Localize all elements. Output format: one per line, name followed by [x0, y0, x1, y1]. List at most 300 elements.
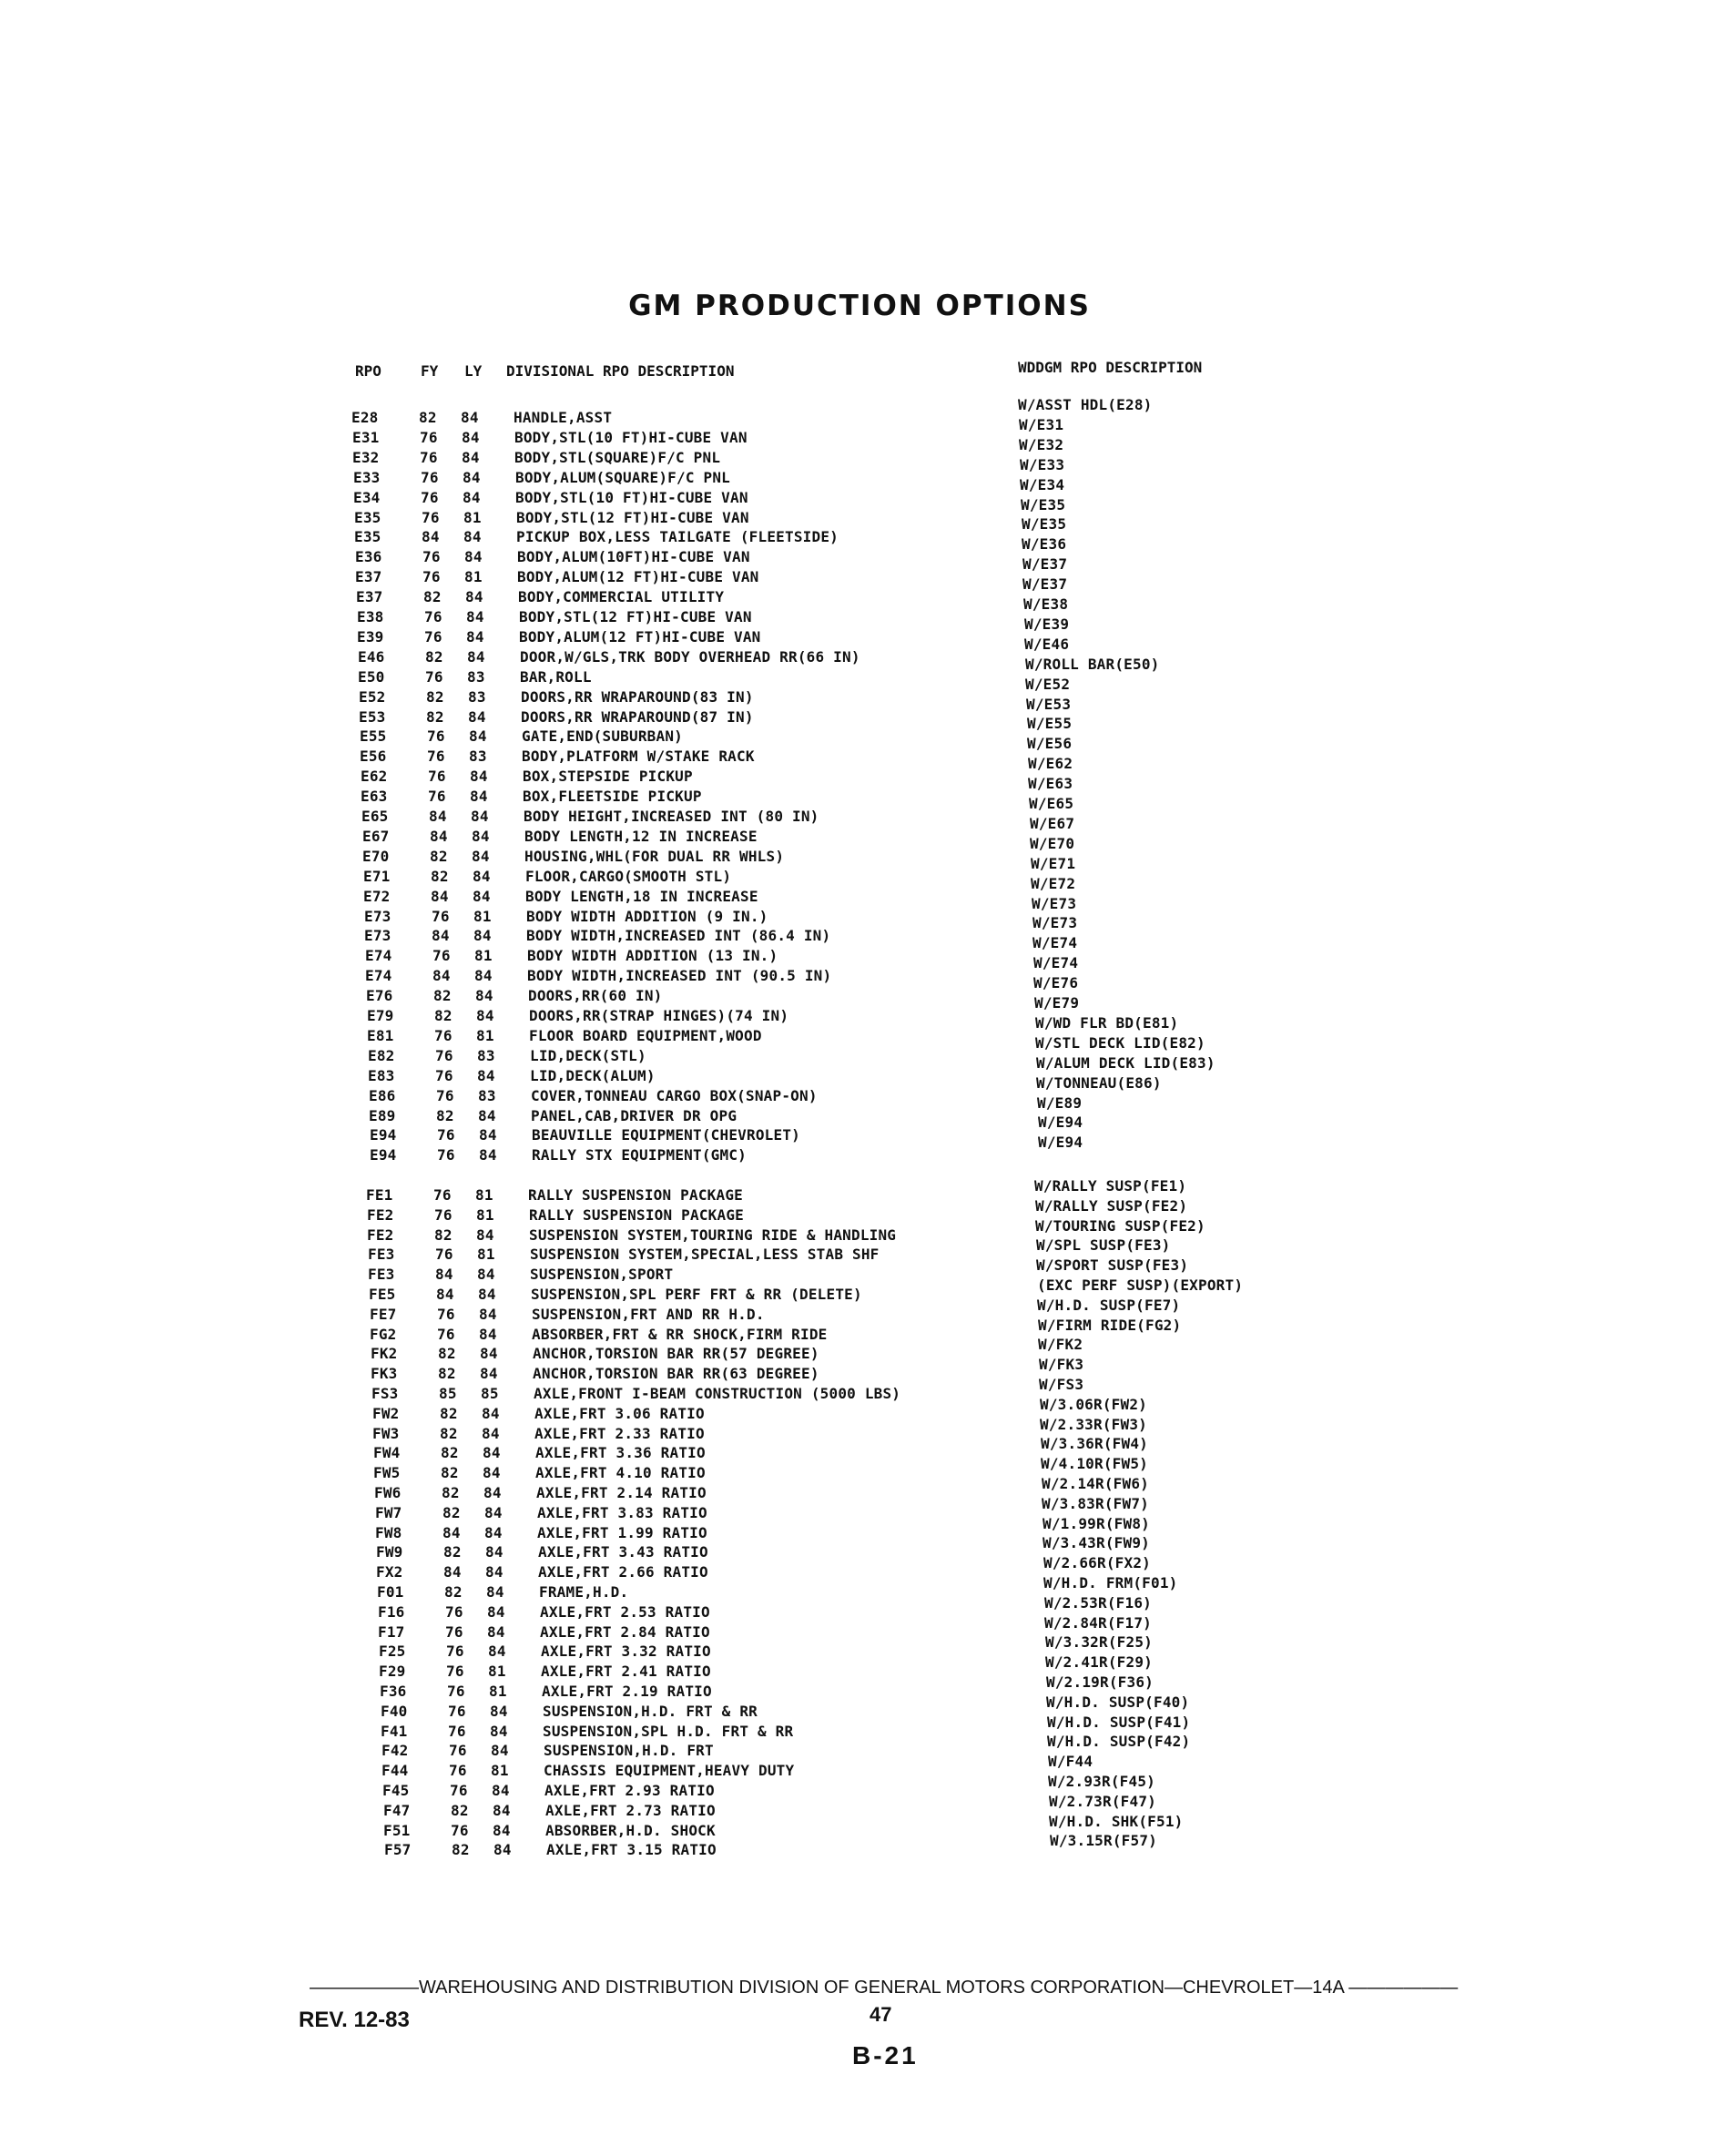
wddgm-description: W/E33	[1020, 455, 1065, 473]
last-year: 84	[483, 1484, 502, 1501]
last-year: 84	[479, 1146, 497, 1164]
first-year: 82	[426, 687, 444, 706]
wddgm-description: W/WD FLR BD(E81)	[1035, 1013, 1179, 1032]
last-year: 84	[472, 847, 490, 865]
first-year: 82	[425, 647, 443, 666]
rpo-code: F17	[378, 1622, 405, 1641]
first-year: 82	[441, 1464, 459, 1482]
wddgm-description: W/E63	[1028, 775, 1073, 793]
divisional-description: ANCHOR,TORSION BAR RR(63 DEGREE)	[533, 1365, 819, 1383]
last-year: 84	[486, 1583, 504, 1601]
divisional-description: AXLE,FRT 2.73 RATIO	[545, 1801, 716, 1819]
rpo-code: E65	[361, 808, 389, 825]
wddgm-description: W/E31	[1019, 415, 1064, 433]
last-year: 83	[469, 747, 487, 766]
rpo-code: E38	[357, 608, 384, 625]
divisional-description: SUSPENSION,FRT AND RR H.D.	[532, 1305, 765, 1323]
rpo-code: E37	[356, 588, 383, 606]
rpo-code: E37	[355, 568, 382, 586]
divisional-description: AXLE,FRT 4.10 RATIO	[535, 1464, 706, 1482]
divisional-description: RALLY SUSPENSION PACKAGE	[528, 1186, 743, 1204]
rpo-code: F44	[381, 1762, 409, 1780]
divisional-description: PICKUP BOX,LESS TAILGATE (FLEETSIDE)	[516, 528, 839, 546]
wddgm-description: W/E79	[1034, 994, 1080, 1012]
rpo-code: F42	[381, 1742, 409, 1760]
first-year: 82	[444, 1583, 463, 1601]
rpo-code: E62	[361, 768, 388, 786]
rpo-code: E32	[352, 448, 380, 466]
first-year: 82	[440, 1404, 458, 1422]
wddgm-description: W/SPORT SUSP(FE3)	[1036, 1256, 1189, 1275]
rpo-code: E35	[354, 528, 381, 546]
first-year: 84	[443, 1563, 462, 1581]
last-year: 84	[466, 627, 484, 646]
last-year: 84	[492, 1782, 510, 1799]
rpo-code: FW9	[376, 1543, 403, 1561]
last-year: 81	[473, 907, 492, 925]
first-year: 84	[429, 808, 447, 825]
wddgm-description: W/E34	[1020, 475, 1065, 493]
wddgm-description: W/FS3	[1039, 1376, 1084, 1393]
rpo-code: E89	[369, 1106, 396, 1124]
revision-label: REV. 12-83	[299, 2008, 410, 2032]
first-year: 76	[446, 1642, 464, 1661]
last-year: 84	[484, 1503, 503, 1521]
first-year: 84	[432, 967, 451, 985]
divisional-description: BODY,ALUM(12 FT)HI-CUBE VAN	[517, 568, 759, 586]
rpo-code: FE2	[367, 1225, 394, 1244]
first-year: 76	[445, 1602, 463, 1621]
first-year: 76	[451, 1821, 469, 1839]
last-year: 83	[478, 1086, 496, 1104]
divisional-description: BODY LENGTH,18 IN INCREASE	[525, 887, 758, 905]
rpo-code: FW6	[374, 1484, 402, 1501]
first-year: 76	[428, 768, 446, 786]
rpo-code: E31	[352, 428, 380, 446]
last-year: 84	[476, 1007, 494, 1024]
last-year: 81	[476, 1026, 494, 1044]
divisional-description: BODY,STL(12 FT)HI-CUBE VAN	[519, 608, 752, 625]
first-year: 82	[438, 1345, 456, 1363]
rpo-code: E36	[355, 548, 382, 566]
wddgm-description: W/E36	[1022, 535, 1067, 554]
first-year: 84	[435, 1266, 453, 1284]
last-year: 84	[474, 967, 493, 985]
first-year: 76	[432, 907, 450, 925]
divisional-description: AXLE,FRT 2.14 RATIO	[536, 1484, 707, 1501]
wddgm-description: W/TOURING SUSP(FE2)	[1035, 1216, 1205, 1235]
divisional-description: BODY,STL(12 FT)HI-CUBE VAN	[516, 508, 749, 526]
rpo-code: F16	[378, 1602, 405, 1621]
first-year: 76	[421, 488, 439, 506]
divisional-description: AXLE,FRT 2.66 RATIO	[538, 1563, 708, 1581]
first-year: 76	[437, 1325, 455, 1343]
first-year: 82	[442, 1484, 460, 1501]
last-year: 84	[472, 827, 490, 845]
wddgm-description: W/E74	[1032, 934, 1078, 952]
divisional-description: BAR,ROLL	[520, 667, 592, 686]
last-year: 84	[465, 588, 483, 606]
first-year: 76	[420, 428, 438, 446]
first-year: 82	[440, 1424, 458, 1442]
divisional-description: BEAUVILLE EQUIPMENT(CHEVROLET)	[532, 1126, 800, 1144]
wddgm-description: W/FK2	[1038, 1336, 1083, 1354]
rpo-code: FK2	[371, 1345, 398, 1363]
wddgm-description: W/2.93R(F45)	[1048, 1773, 1155, 1790]
rpo-code: FE1	[366, 1186, 393, 1204]
wddgm-description: W/3.06R(FW2)	[1040, 1395, 1147, 1413]
first-year: 76	[427, 727, 445, 746]
wddgm-description: W/E67	[1030, 814, 1075, 832]
first-year: 82	[423, 588, 442, 606]
last-year: 84	[462, 448, 480, 466]
first-year: 76	[432, 947, 451, 965]
divisional-description: PANEL,CAB,DRIVER DR OPG	[531, 1106, 737, 1124]
first-year: 85	[439, 1385, 457, 1402]
first-year: 76	[449, 1762, 467, 1780]
rpo-code: FE7	[370, 1305, 397, 1323]
first-year: 76	[435, 1046, 453, 1064]
first-year: 76	[424, 608, 442, 625]
rpo-code: E70	[362, 847, 390, 865]
rpo-code: E33	[353, 468, 381, 486]
divisional-description: BOX,STEPSIDE PICKUP	[523, 768, 693, 786]
wddgm-description: W/2.66R(FX2)	[1043, 1554, 1151, 1572]
divisional-description: ABSORBER,FRT & RR SHOCK,FIRM RIDE	[532, 1325, 828, 1343]
first-year: 82	[438, 1365, 456, 1383]
section-page-number: B-21	[852, 2041, 919, 2070]
divisional-description: HOUSING,WHL(FOR DUAL RR WHLS)	[524, 847, 785, 865]
first-year: 76	[433, 1186, 452, 1204]
last-year: 81	[474, 947, 493, 965]
divisional-description: SUSPENSION SYSTEM,TOURING RIDE & HANDLING	[529, 1225, 897, 1244]
rpo-code: F01	[377, 1583, 404, 1601]
rpo-code: E67	[362, 827, 390, 845]
first-year: 82	[430, 847, 448, 865]
rpo-code: E74	[365, 967, 392, 985]
rpo-code: E81	[367, 1026, 394, 1044]
divisional-description: SUSPENSION SYSTEM,SPECIAL,LESS STAB SHF	[530, 1246, 880, 1264]
last-year: 81	[463, 508, 482, 526]
last-year: 81	[476, 1205, 494, 1224]
last-year: 84	[476, 1225, 494, 1244]
wddgm-description: W/E38	[1023, 595, 1069, 613]
wddgm-description: W/E39	[1024, 615, 1070, 633]
first-year: 76	[424, 627, 442, 646]
last-year: 84	[462, 428, 480, 446]
first-year: 76	[435, 1246, 453, 1264]
first-year: 82	[434, 1007, 453, 1024]
last-year: 84	[483, 1444, 501, 1462]
wddgm-description: W/E74	[1033, 954, 1079, 972]
rpo-code: E94	[370, 1146, 397, 1164]
divisional-description: SUSPENSION,SPL PERF FRT & RR (DELETE)	[531, 1286, 862, 1303]
rpo-code: E71	[363, 867, 391, 885]
last-year: 83	[468, 687, 486, 706]
last-year: 84	[478, 1106, 496, 1124]
divisional-description: BODY,ALUM(12 FT)HI-CUBE VAN	[519, 627, 761, 646]
divisional-description: FLOOR,CARGO(SMOOTH STL)	[525, 867, 732, 885]
first-year: 82	[419, 409, 437, 426]
first-year: 76	[448, 1702, 466, 1720]
wddgm-description: W/E37	[1022, 575, 1068, 594]
first-year: 76	[427, 747, 445, 766]
rpo-code: E34	[353, 488, 381, 506]
rpo-code: F40	[381, 1702, 408, 1720]
divisional-description: AXLE,FRT 3.32 RATIO	[541, 1642, 711, 1661]
divisional-description: AXLE,FRT 2.84 RATIO	[540, 1622, 710, 1641]
last-year: 85	[481, 1385, 499, 1402]
rpo-code: E83	[368, 1066, 395, 1084]
rpo-code: F29	[379, 1663, 406, 1681]
last-year: 84	[493, 1801, 511, 1819]
divisional-description: DOORS,RR WRAPAROUND(83 IN)	[521, 687, 754, 706]
first-year: 82	[452, 1841, 470, 1859]
first-year: 82	[431, 867, 449, 885]
rpo-code: FE3	[368, 1246, 395, 1264]
last-year: 84	[482, 1424, 500, 1442]
first-year: 84	[436, 1286, 454, 1303]
rpo-code: E35	[354, 508, 381, 526]
divisional-description: SUSPENSION,SPL H.D. FRT & RR	[543, 1722, 794, 1740]
rpo-code: F25	[379, 1642, 406, 1661]
last-year: 84	[468, 707, 486, 726]
footer-division-line: ——————WAREHOUSING AND DISTRIBUTION DIVISION OF GENERAL MOTORS CORPORATION—CHEVROLET—14A ——————	[310, 1978, 1459, 1998]
last-year: 84	[466, 608, 484, 625]
rpo-code: E79	[367, 1007, 394, 1024]
rpo-code: FE5	[369, 1286, 396, 1303]
wddgm-description: W/H.D. SUSP(F42)	[1047, 1733, 1191, 1751]
rpo-code: FE2	[367, 1205, 394, 1224]
divisional-description: ANCHOR,TORSION BAR RR(57 DEGREE)	[533, 1345, 819, 1363]
last-year: 84	[478, 1286, 496, 1303]
first-year: 82	[434, 1225, 453, 1244]
divisional-description: LID,DECK(STL)	[530, 1046, 646, 1064]
wddgm-description: W/3.43R(FW9)	[1043, 1534, 1150, 1552]
wddgm-description: W/E56	[1027, 735, 1073, 753]
first-year: 76	[422, 508, 440, 526]
last-year: 81	[464, 568, 483, 586]
last-year: 81	[489, 1683, 507, 1700]
last-year: 84	[485, 1563, 503, 1581]
first-year: 76	[446, 1663, 464, 1681]
divisional-description: SUSPENSION,H.D. FRT	[544, 1742, 714, 1760]
divisional-description: AXLE,FRT 1.99 RATIO	[537, 1523, 707, 1541]
wddgm-description: W/E71	[1031, 854, 1076, 872]
last-year: 84	[487, 1602, 505, 1621]
divisional-description: DOORS,RR(60 IN)	[528, 987, 663, 1005]
header-wddgm-description: WDDGM RPO DESCRIPTION	[1018, 359, 1203, 376]
wddgm-description: W/E32	[1019, 435, 1064, 453]
last-year: 84	[485, 1543, 503, 1561]
wddgm-description: W/E72	[1031, 874, 1076, 892]
wddgm-description: (EXC PERF SUSP)(EXPORT)	[1037, 1276, 1244, 1294]
divisional-description: AXLE,FRT 2.41 RATIO	[541, 1663, 711, 1681]
last-year: 84	[477, 1066, 495, 1084]
wddgm-description: W/ASST HDL(E28)	[1018, 396, 1153, 413]
divisional-description: AXLE,FRT 2.93 RATIO	[544, 1782, 715, 1799]
divisional-description: CHASSIS EQUIPMENT,HEAVY DUTY	[544, 1762, 795, 1780]
rpo-code: F57	[384, 1841, 412, 1859]
divisional-description: BODY,STL(SQUARE)F/C PNL	[514, 448, 721, 466]
last-year: 84	[479, 1126, 497, 1144]
wddgm-description: W/RALLY SUSP(FE2)	[1035, 1196, 1188, 1215]
rpo-code: FW4	[373, 1444, 401, 1462]
wddgm-description: W/E35	[1021, 495, 1066, 514]
wddgm-description: W/E73	[1032, 894, 1077, 912]
first-year: 76	[450, 1782, 468, 1799]
first-year: 76	[434, 1205, 453, 1224]
wddgm-description: W/FK3	[1039, 1356, 1084, 1374]
first-year: 82	[441, 1444, 459, 1462]
wddgm-description: W/E46	[1024, 635, 1070, 653]
first-year: 76	[434, 1026, 453, 1044]
header-ly: LY	[464, 362, 483, 380]
last-year: 84	[473, 927, 492, 945]
first-year: 82	[443, 1543, 462, 1561]
divisional-description: RALLY SUSPENSION PACKAGE	[529, 1205, 744, 1224]
page-title: GM PRODUCTION OPTIONS	[628, 290, 1091, 322]
rpo-code: E52	[359, 687, 386, 706]
rpo-code: E56	[360, 747, 387, 766]
divisional-description: DOORS,RR(STRAP HINGES)(74 IN)	[529, 1007, 789, 1024]
divisional-description: BODY,ALUM(10FT)HI-CUBE VAN	[517, 548, 750, 566]
last-year: 81	[488, 1663, 506, 1681]
divisional-description: COVER,TONNEAU CARGO BOX(SNAP-ON)	[531, 1086, 818, 1104]
wddgm-description: W/E94	[1038, 1134, 1083, 1152]
last-year: 84	[479, 1325, 497, 1343]
rpo-code: E46	[358, 647, 385, 666]
divisional-description: GATE,END(SUBURBAN)	[522, 727, 683, 746]
last-year: 84	[483, 1464, 501, 1482]
divisional-description: BODY,STL(10 FT)HI-CUBE VAN	[514, 428, 748, 446]
divisional-description: FRAME,H.D.	[539, 1583, 629, 1601]
first-year: 76	[435, 1066, 453, 1084]
last-year: 84	[473, 887, 491, 905]
rpo-code: E74	[365, 947, 392, 965]
rpo-code: F47	[383, 1801, 411, 1819]
rpo-code: FE3	[368, 1266, 395, 1284]
last-year: 84	[467, 647, 485, 666]
last-year: 83	[477, 1046, 495, 1064]
divisional-description: BODY,COMMERCIAL UTILITY	[518, 588, 725, 606]
rpo-code: E76	[366, 987, 393, 1005]
first-year: 76	[428, 788, 446, 806]
wddgm-description: W/2.53R(F16)	[1044, 1593, 1152, 1612]
first-year: 76	[447, 1683, 465, 1700]
wddgm-description: W/1.99R(FW8)	[1043, 1514, 1150, 1532]
divisional-description: HANDLE,ASST	[514, 409, 613, 426]
wddgm-description: W/3.32R(F25)	[1045, 1633, 1153, 1652]
wddgm-description: W/E94	[1038, 1114, 1083, 1132]
divisional-description: BODY WIDTH ADDITION (13 IN.)	[527, 947, 778, 965]
wddgm-description: W/SPL SUSP(FE3)	[1036, 1236, 1171, 1255]
rpo-code: FK3	[371, 1365, 398, 1383]
last-year: 84	[470, 788, 488, 806]
rpo-code: E63	[361, 788, 388, 806]
wddgm-description: W/FIRM RIDE(FG2)	[1038, 1316, 1182, 1334]
last-year: 84	[477, 1266, 495, 1284]
wddgm-description: W/ROLL BAR(E50)	[1025, 655, 1160, 673]
divisional-description: BODY LENGTH,12 IN INCREASE	[524, 827, 758, 845]
wddgm-description: W/E70	[1030, 834, 1075, 852]
divisional-description: BODY WIDTH,INCREASED INT (86.4 IN)	[526, 927, 831, 945]
last-year: 81	[477, 1246, 495, 1264]
divisional-description: AXLE,FRT 3.15 RATIO	[546, 1841, 717, 1859]
wddgm-description: W/STL DECK LID(E82)	[1035, 1033, 1205, 1052]
header-rpo: RPO	[355, 362, 381, 380]
divisional-description: BODY HEIGHT,INCREASED INT (80 IN)	[524, 808, 819, 825]
first-year: 84	[430, 827, 448, 845]
rpo-code: FW2	[372, 1404, 400, 1422]
divisional-description: DOOR,W/GLS,TRK BODY OVERHEAD RR(66 IN)	[520, 647, 860, 666]
last-year: 84	[471, 808, 489, 825]
first-year: 82	[451, 1801, 469, 1819]
rpo-code: E55	[360, 727, 387, 746]
divisional-description: BODY WIDTH ADDITION (9 IN.)	[526, 907, 768, 925]
rpo-code: E73	[364, 907, 392, 925]
last-year: 84	[480, 1345, 498, 1363]
divisional-description: AXLE,FRT 3.36 RATIO	[535, 1444, 706, 1462]
wddgm-description: W/2.14R(FW6)	[1042, 1475, 1149, 1492]
rpo-code: FW3	[372, 1424, 400, 1442]
rpo-code: E73	[364, 927, 392, 945]
last-year: 83	[467, 667, 485, 686]
wddgm-description: W/2.19R(F36)	[1046, 1673, 1154, 1691]
last-year: 84	[487, 1622, 505, 1641]
divisional-description: AXLE,FRONT I-BEAM CONSTRUCTION (5000 LBS)	[534, 1385, 901, 1402]
wddgm-description: W/TONNEAU(E86)	[1036, 1073, 1162, 1092]
last-year: 84	[463, 528, 482, 546]
first-year: 82	[426, 707, 444, 726]
divisional-description: AXLE,FRT 3.06 RATIO	[534, 1404, 705, 1422]
wddgm-description: W/3.15R(F57)	[1050, 1832, 1157, 1850]
wddgm-description: W/2.33R(FW3)	[1040, 1415, 1147, 1433]
rpo-code: F45	[382, 1782, 410, 1799]
divisional-description: SUSPENSION,SPORT	[530, 1266, 674, 1284]
wddgm-description: W/E62	[1028, 755, 1073, 773]
divisional-description: BODY,STL(10 FT)HI-CUBE VAN	[515, 488, 748, 506]
first-year: 82	[433, 987, 452, 1005]
wddgm-description: W/H.D. FRM(F01)	[1043, 1574, 1178, 1592]
last-year: 84	[482, 1404, 500, 1422]
header-divisional-description: DIVISIONAL RPO DESCRIPTION	[506, 362, 735, 380]
last-year: 84	[490, 1722, 508, 1740]
rpo-code: E50	[358, 667, 385, 686]
first-year: 76	[437, 1146, 455, 1164]
divisional-description: BODY,PLATFORM W/STAKE RACK	[522, 747, 755, 766]
first-year: 76	[448, 1722, 466, 1740]
last-year: 84	[469, 727, 487, 746]
divisional-description: AXLE,FRT 2.53 RATIO	[540, 1602, 710, 1621]
wddgm-description: W/F44	[1048, 1753, 1093, 1771]
last-year: 84	[479, 1305, 497, 1323]
last-year: 84	[475, 987, 493, 1005]
divisional-description: AXLE,FRT 3.43 RATIO	[538, 1543, 708, 1561]
first-year: 76	[445, 1622, 463, 1641]
wddgm-description: W/H.D. SUSP(F40)	[1046, 1693, 1190, 1711]
wddgm-description: W/H.D. SHK(F51)	[1049, 1812, 1184, 1830]
wddgm-description: W/4.10R(FW5)	[1041, 1455, 1148, 1473]
page-number: 47	[870, 2003, 892, 2026]
wddgm-description: W/E52	[1025, 675, 1071, 693]
divisional-description: ABSORBER,H.D. SHOCK	[545, 1821, 716, 1839]
rpo-code: E72	[363, 887, 391, 905]
last-year: 84	[464, 548, 483, 566]
wddgm-description: W/2.73R(F47)	[1049, 1792, 1156, 1810]
wddgm-description: W/H.D. SUSP(F41)	[1047, 1713, 1191, 1731]
last-year: 84	[493, 1821, 511, 1839]
